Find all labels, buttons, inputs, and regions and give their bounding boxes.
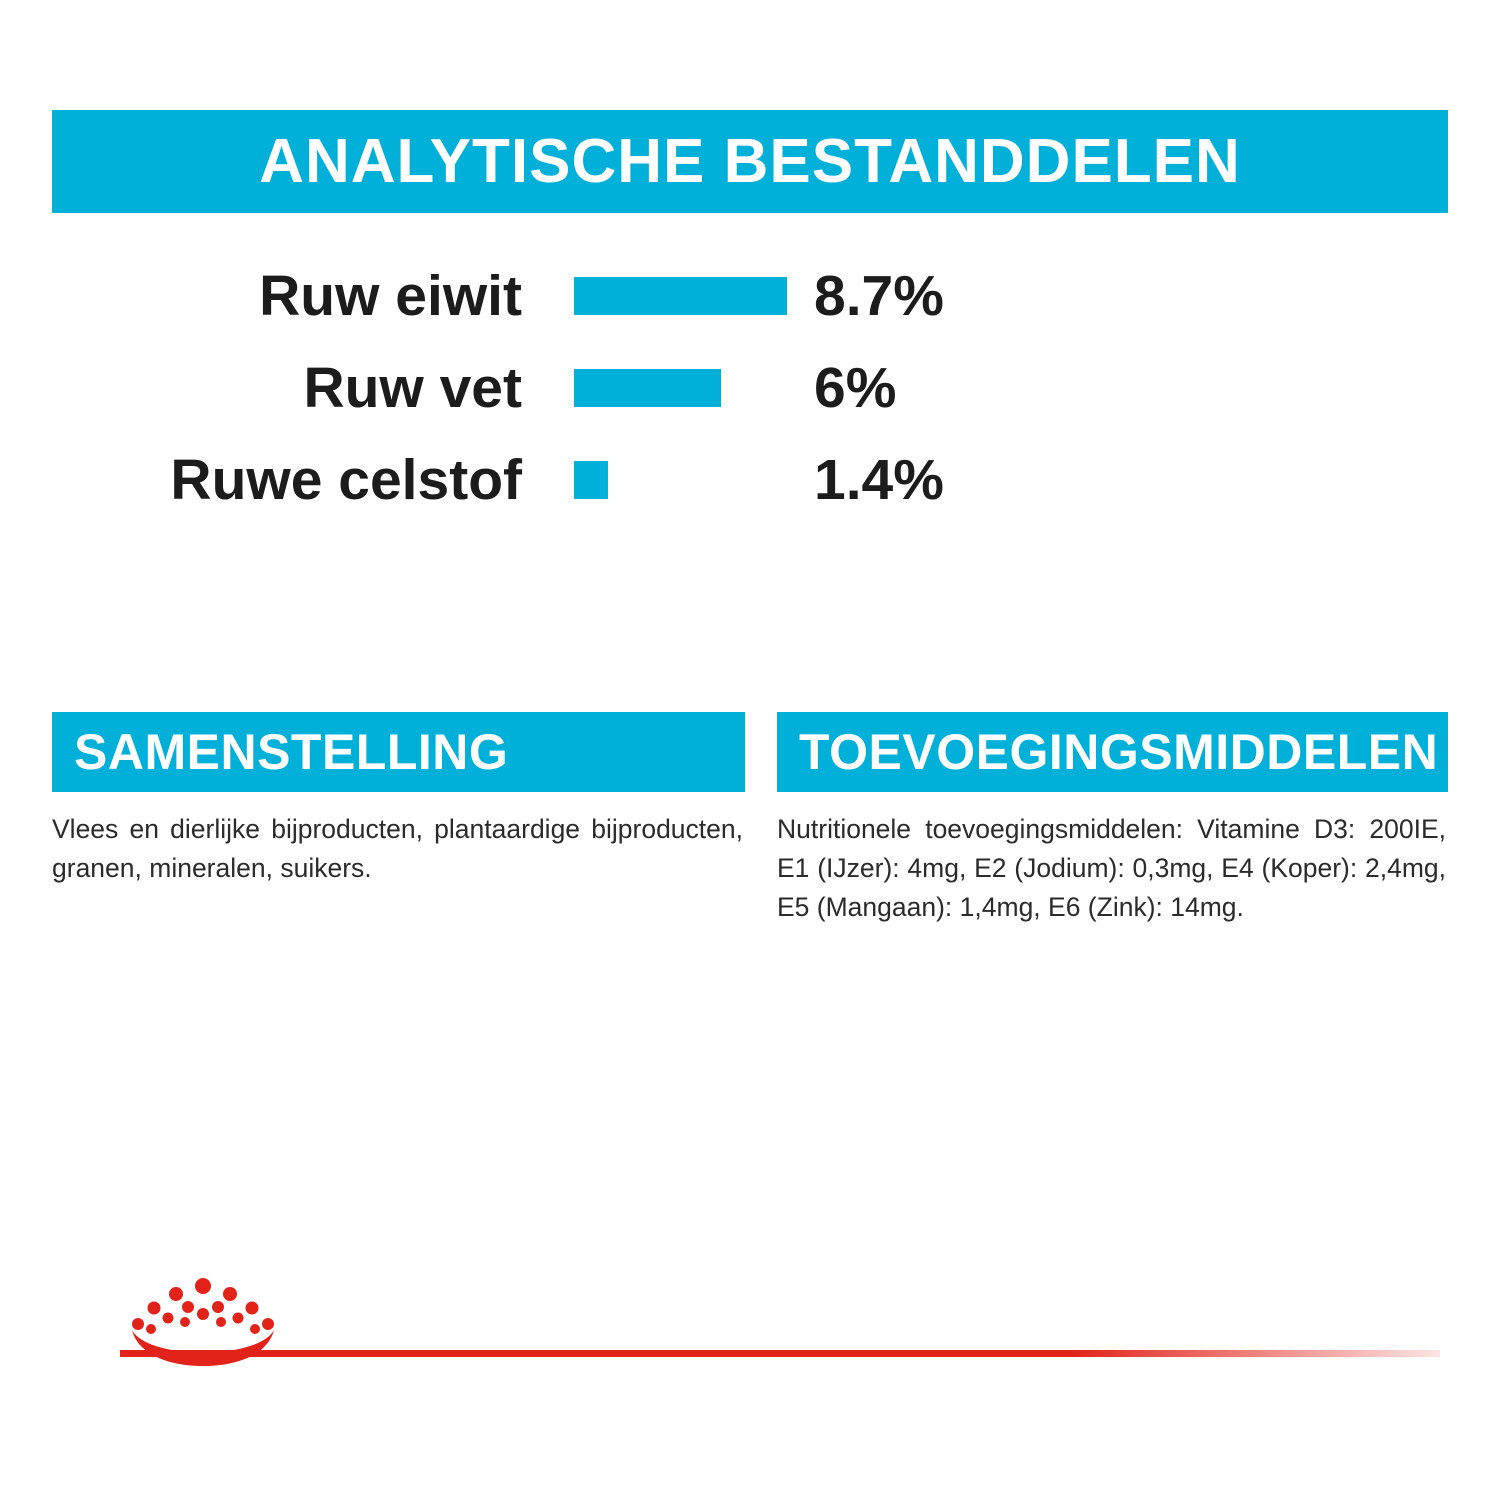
analytical-constituents-title: ANALYTISCHE BESTANDDELEN xyxy=(259,126,1241,196)
constituent-bar xyxy=(574,461,608,499)
constituent-value: 6% xyxy=(814,355,897,420)
additives-body: Nutritionele toevoegingsmiddelen: Vitamine D3: 200IE, E1 (IJzer): 4mg, E2 (Jodium): 0,3mg, E4 (Koper): 2,4mg, E5 (Mangaan): 1,4mg, E6 (Zink): 14mg. xyxy=(777,814,1446,923)
constituent-bar xyxy=(574,369,721,407)
composition-title: SAMENSTELLING xyxy=(74,724,509,780)
composition-body: Vlees en dierlijke bijproducten, plantaardige bijproducten, granen, mineralen, suikers. xyxy=(52,814,743,884)
constituent-value: 1.4% xyxy=(814,447,944,512)
additives-panel xyxy=(777,712,1507,928)
brand-footer xyxy=(0,1264,1500,1384)
royal-canin-crown-icon xyxy=(118,1274,288,1366)
constituent-label: Ruwe celstof xyxy=(170,447,522,512)
constituent-bar xyxy=(574,277,787,315)
composition-panel xyxy=(52,712,745,888)
footer-rule xyxy=(120,1350,1440,1357)
constituent-bar-track xyxy=(574,461,794,499)
constituent-bar-track xyxy=(574,277,794,315)
analytical-constituents-chart xyxy=(52,250,1448,526)
constituent-label: Ruw vet xyxy=(303,355,522,420)
additives-header xyxy=(777,712,1507,792)
constituent-row xyxy=(52,250,1448,342)
additives-unit: (/kg) xyxy=(1448,736,1507,767)
constituent-bar-track xyxy=(574,369,794,407)
analytical-constituents-header xyxy=(52,110,1448,213)
constituent-value: 8.7% xyxy=(814,263,944,328)
constituent-label: Ruw eiwit xyxy=(259,263,522,328)
constituent-row xyxy=(52,434,1448,526)
composition-header xyxy=(52,712,745,792)
additives-title: TOEVOEGINGSMIDDELEN xyxy=(799,724,1439,780)
constituent-row xyxy=(52,342,1448,434)
